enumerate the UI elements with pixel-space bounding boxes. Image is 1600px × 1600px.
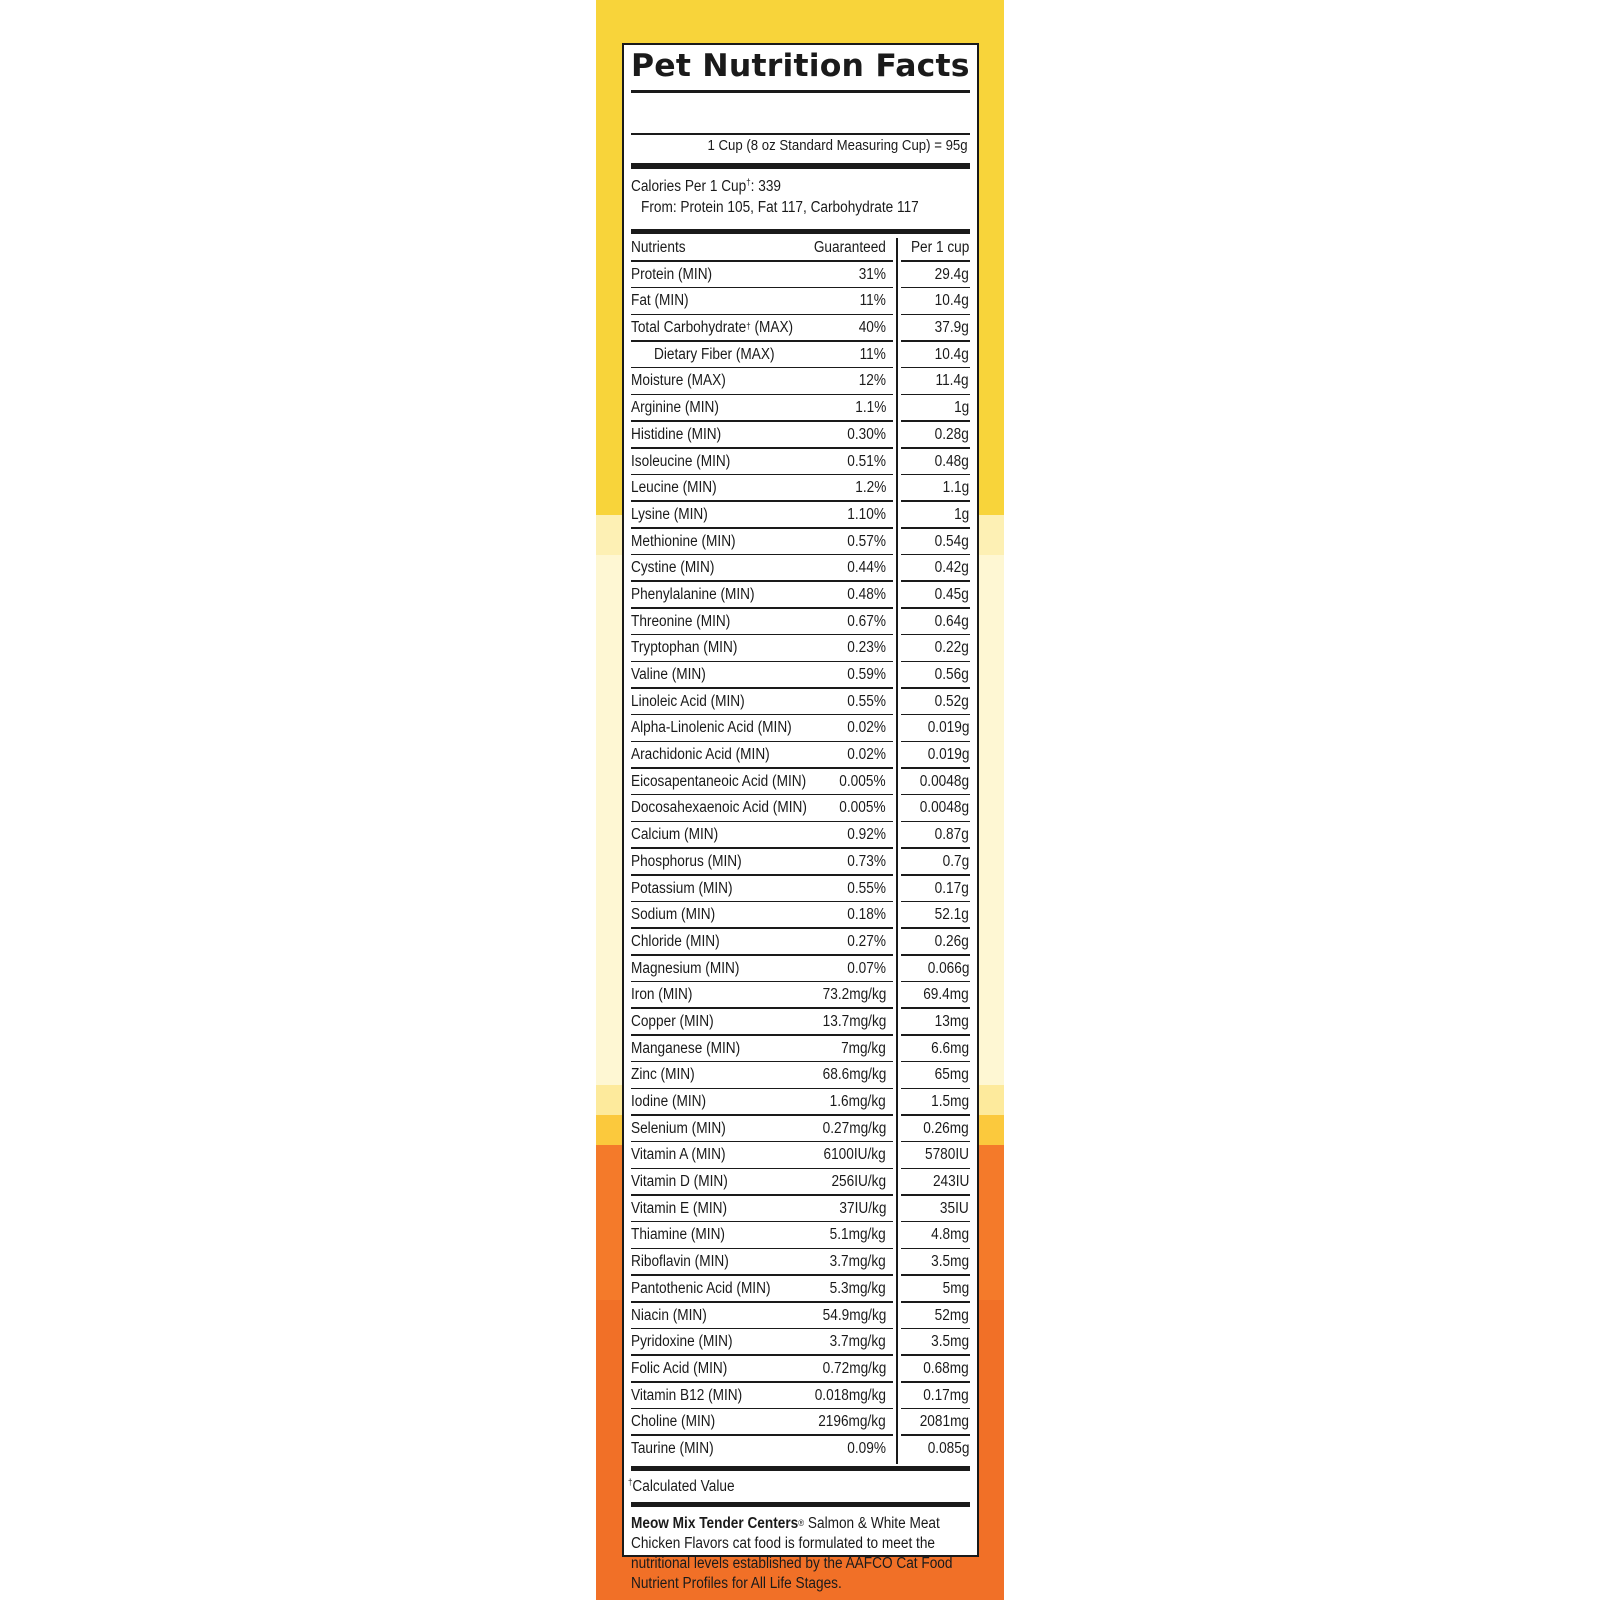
nutrient-per-cup: 0.28g — [934, 425, 969, 443]
table-row — [631, 1036, 970, 1063]
nutrient-name: Phosphorus (MIN) — [631, 852, 742, 870]
nutrient-name: Alpha-Linolenic Acid (MIN) — [631, 719, 792, 737]
nutrient-name: Eicosapentaneoic Acid (MIN) — [631, 772, 807, 790]
nutrient-name: Folic Acid (MIN) — [631, 1359, 728, 1377]
nutrient-per-cup: 243IU — [932, 1173, 969, 1191]
nutrient-guaranteed: 0.59% — [847, 666, 886, 683]
nutrient-per-cup: 0.26mg — [923, 1119, 969, 1137]
nutrient-per-cup: 3.5mg — [931, 1333, 969, 1351]
nutrient-per-cup: 0.7g — [942, 852, 969, 870]
table-row — [631, 395, 970, 422]
nutrient-name: Riboflavin (MIN) — [631, 1253, 729, 1271]
nutrient-guaranteed: 0.92% — [847, 826, 886, 844]
nutrient-name: Choline (MIN) — [631, 1413, 716, 1431]
nutrient-guaranteed: 7mg/kg — [841, 1039, 886, 1057]
nutrient-name: Iron (MIN) — [631, 986, 693, 1004]
nutrient-per-cup: 0.17mg — [923, 1386, 969, 1404]
table-row — [631, 529, 970, 556]
nutrient-guaranteed: 0.55% — [847, 692, 886, 710]
nutrient-guaranteed: 13.7mg/kg — [822, 1012, 886, 1030]
nutrient-guaranteed: 5.3mg/kg — [829, 1279, 886, 1297]
table-row — [631, 1436, 970, 1463]
table-row — [631, 742, 970, 769]
calories-rule — [631, 229, 970, 234]
nutrient-name: Arginine (MIN) — [631, 399, 719, 417]
nutrient-guaranteed: 40% — [858, 319, 886, 337]
nutrient-per-cup: 0.22g — [934, 639, 969, 657]
nutrition-label — [622, 43, 979, 1592]
nutrient-guaranteed: 2196mg/kg — [818, 1413, 886, 1431]
nutrient-guaranteed: 54.9mg/kg — [822, 1306, 886, 1324]
table-row — [631, 1303, 970, 1330]
nutrient-guaranteed: 1.6mg/kg — [829, 1093, 886, 1110]
nutrient-guaranteed: 0.02% — [847, 746, 886, 764]
nutrient-per-cup: 3.5mg — [931, 1253, 969, 1271]
nutrient-name: Isoleucine (MIN) — [631, 452, 731, 470]
nutrient-name: Cystine (MIN) — [631, 559, 715, 577]
table-row — [631, 1169, 970, 1196]
nutrient-name: Niacin (MIN) — [631, 1306, 707, 1324]
nutrient-per-cup: 10.4g — [934, 345, 969, 363]
nutrient-per-cup: 6.6mg — [931, 1039, 969, 1057]
nutrient-guaranteed: 0.27% — [847, 932, 886, 950]
header-guaranteed: Guaranteed — [813, 239, 886, 256]
nutrient-guaranteed: 0.09% — [847, 1439, 886, 1457]
table-row — [631, 689, 970, 716]
calories-dagger: † — [746, 177, 751, 187]
nutrient-guaranteed: 0.018mg/kg — [814, 1386, 886, 1404]
nutrient-guaranteed: 0.02% — [847, 719, 886, 737]
table-row — [631, 662, 970, 689]
table-row — [631, 1249, 970, 1276]
table-row — [631, 1329, 970, 1356]
table-row — [631, 1383, 970, 1410]
nutrient-per-cup: 0.68mg — [923, 1359, 969, 1377]
statement-registered: ® — [798, 1518, 805, 1528]
nutrient-name: Vitamin E (MIN) — [631, 1199, 728, 1217]
nutrient-dagger: † — [746, 321, 751, 332]
nutrient-per-cup: 37.9g — [934, 319, 969, 337]
nutrient-per-cup: 0.17g — [934, 879, 969, 897]
table-row — [631, 1276, 970, 1303]
nutrient-per-cup: 1g — [953, 399, 969, 417]
table-row — [631, 262, 970, 289]
nutrient-name: Phenylalanine (MIN) — [631, 585, 755, 603]
header-nutrients: Nutrients — [631, 239, 686, 256]
nutrient-name: Methionine (MIN) — [631, 532, 736, 550]
nutrient-name: Dietary Fiber (MAX) — [654, 345, 775, 363]
table-row — [631, 1356, 970, 1383]
table-row — [631, 635, 970, 662]
nutrient-per-cup: 1.1g — [942, 479, 969, 497]
statement-brand: Meow Mix Tender Centers — [631, 1515, 799, 1532]
nutrient-name: Magnesium (MIN) — [631, 959, 740, 977]
nutrient-per-cup: 0.085g — [927, 1439, 969, 1457]
nutrient-per-cup: 4.8mg — [931, 1226, 969, 1244]
table-row — [631, 929, 970, 956]
table-row — [631, 795, 970, 822]
nutrient-per-cup: 0.42g — [934, 559, 969, 577]
calories-from: From: Protein 105, Fat 117, Carbohydrate 117 — [641, 199, 919, 216]
nutrient-guaranteed: 0.72mg/kg — [822, 1359, 886, 1377]
nutrient-guaranteed: 0.18% — [847, 906, 886, 924]
nutrient-name: Fat (MIN) — [631, 292, 689, 310]
nutrient-guaranteed: 3.7mg/kg — [829, 1333, 886, 1351]
nutrient-per-cup: 52mg — [934, 1306, 969, 1324]
nutrient-name: Pyridoxine (MIN) — [631, 1333, 733, 1351]
table-row — [631, 1062, 970, 1089]
nutrient-name: Threonine (MIN) — [631, 612, 731, 630]
calories-value: : 339 — [750, 178, 781, 195]
table-row — [631, 342, 970, 369]
table-row — [631, 876, 970, 903]
nutrient-guaranteed: 0.44% — [847, 559, 886, 577]
nutrition-label-inner — [628, 45, 970, 1592]
nutrient-per-cup: 11.4g — [935, 372, 969, 390]
nutrient-name: Thiamine (MIN) — [631, 1226, 725, 1244]
footnote-rule — [631, 1502, 970, 1507]
nutrient-guaranteed: 0.07% — [847, 959, 886, 977]
nutrient-guaranteed: 0.51% — [847, 452, 886, 470]
nutrient-name: Taurine (MIN) — [631, 1439, 714, 1457]
nutrient-name: Linoleic Acid (MIN) — [631, 692, 745, 710]
nutrient-guaranteed: 12% — [858, 372, 886, 390]
nutrient-name: Protein (MIN) — [631, 265, 713, 283]
nutrient-guaranteed: 0.57% — [847, 532, 886, 550]
nutrient-name: Chloride (MIN) — [631, 932, 720, 950]
nutrient-guaranteed: 5.1mg/kg — [829, 1226, 886, 1244]
nutrient-name: Leucine (MIN) — [631, 479, 717, 497]
nutrient-per-cup: 1g — [953, 505, 969, 523]
nutrient-name: Total Carbohydrate† (MAX) — [631, 319, 794, 337]
nutrient-per-cup: 0.019g — [927, 746, 969, 764]
aafco-statement — [631, 1514, 965, 1594]
header-per-cup: Per 1 cup — [910, 239, 969, 256]
nutrient-name: Valine (MIN) — [631, 666, 706, 683]
nutrient-per-cup: 0.066g — [927, 959, 969, 977]
table-row — [631, 1009, 970, 1036]
nutrient-name: Zinc (MIN) — [631, 1066, 695, 1084]
nutrient-name: Vitamin B12 (MIN) — [631, 1386, 743, 1404]
nutrient-name: Calcium (MIN) — [631, 826, 719, 844]
table-row — [631, 902, 970, 929]
table-row — [631, 1142, 970, 1169]
nutrient-guaranteed: 0.67% — [847, 612, 886, 630]
calories-line — [631, 178, 781, 196]
nutrient-guaranteed: 73.2mg/kg — [822, 986, 886, 1004]
table-row — [631, 315, 970, 342]
nutrient-per-cup: 10.4g — [934, 292, 969, 310]
nutrient-per-cup: 29.4g — [934, 265, 969, 283]
nutrient-guaranteed: 3.7mg/kg — [829, 1253, 886, 1271]
footnote-text: Calculated Value — [632, 1478, 735, 1495]
table-header-row — [631, 235, 970, 262]
nutrient-per-cup: 0.54g — [934, 532, 969, 550]
label-title: Pet Nutrition Facts — [631, 48, 970, 84]
calories-label: Calories Per 1 Cup — [631, 178, 747, 195]
table-row — [631, 849, 970, 876]
table-row — [631, 715, 970, 742]
nutrient-per-cup: 52.1g — [934, 906, 969, 924]
nutrient-name: Manganese (MIN) — [631, 1039, 741, 1057]
nutrient-guaranteed: 1.2% — [854, 479, 886, 497]
nutrient-name: Sodium (MIN) — [631, 906, 716, 924]
nutrient-per-cup: 69.4mg — [923, 986, 969, 1004]
nutrient-name: Vitamin A (MIN) — [631, 1146, 726, 1164]
table-row — [631, 422, 970, 449]
table-row — [631, 609, 970, 636]
footnote — [628, 1478, 735, 1496]
nutrient-name: Histidine (MIN) — [631, 425, 722, 443]
nutrient-guaranteed: 0.005% — [839, 772, 886, 790]
table-row — [631, 582, 970, 609]
nutrient-guaranteed: 37IU/kg — [838, 1199, 886, 1217]
nutrient-guaranteed: 0.27mg/kg — [822, 1119, 886, 1137]
nutrient-name: Pantothenic Acid (MIN) — [631, 1279, 771, 1297]
table-row — [631, 555, 970, 582]
nutrient-name: Potassium (MIN) — [631, 879, 733, 897]
nutrient-guaranteed: 1.10% — [847, 505, 886, 523]
statement-text: Salmon & White Meat Chicken Flavors cat food is formulated to meet the nutritional levels established by the AAFCO Cat Food Nutrient Profiles for All Life Stages. — [631, 1515, 953, 1592]
table-row — [631, 368, 970, 395]
nutrient-per-cup: 5780IU — [925, 1146, 969, 1164]
nutrient-per-cup: 0.45g — [934, 585, 969, 603]
nutrient-guaranteed: 6100IU/kg — [823, 1146, 886, 1164]
nutrient-per-cup: 0.87g — [934, 826, 969, 844]
nutrient-per-cup: 0.019g — [927, 719, 969, 737]
nutrient-guaranteed: 0.55% — [847, 879, 886, 897]
nutrient-per-cup: 5mg — [942, 1279, 969, 1297]
nutrient-guaranteed: 1.1% — [854, 399, 886, 417]
table-row — [631, 982, 970, 1009]
nutrient-per-cup: 0.26g — [934, 932, 969, 950]
nutrient-guaranteed: 11% — [859, 292, 886, 310]
table-bottom-rule — [631, 1466, 970, 1471]
nutrient-guaranteed: 256IU/kg — [831, 1173, 886, 1191]
serving-rule — [631, 163, 970, 169]
nutrient-guaranteed: 0.73% — [847, 852, 886, 870]
nutrient-guaranteed: 68.6mg/kg — [822, 1066, 886, 1084]
nutrient-per-cup: 0.52g — [934, 692, 969, 710]
serving-size: 1 Cup (8 oz Standard Measuring Cup) = 95g — [707, 137, 968, 154]
table-row — [631, 1222, 970, 1249]
nutrient-name: Copper (MIN) — [631, 1012, 714, 1030]
nutrient-guaranteed: 31% — [858, 265, 886, 283]
nutrient-name: Iodine (MIN) — [631, 1093, 707, 1110]
nutrient-per-cup: 35IU — [940, 1199, 969, 1217]
table-row — [631, 769, 970, 796]
table-row — [631, 475, 970, 502]
nutrient-per-cup: 1.5mg — [931, 1093, 969, 1110]
title-rule — [631, 90, 970, 93]
nutrient-guaranteed: 11% — [859, 345, 886, 363]
nutrient-guaranteed: 0.005% — [839, 799, 886, 817]
nutrient-per-cup: 0.64g — [934, 612, 969, 630]
nutrient-name: Vitamin D (MIN) — [631, 1173, 728, 1191]
nutrient-per-cup: 65mg — [934, 1066, 969, 1084]
footnote-dagger: † — [628, 1477, 633, 1487]
nutrient-guaranteed: 0.23% — [847, 639, 886, 657]
nutrient-guaranteed: 0.48% — [847, 585, 886, 603]
nutrient-name: Tryptophan (MIN) — [631, 639, 738, 657]
nutrient-name: Moisture (MAX) — [631, 372, 726, 390]
nutrient-name: Lysine (MIN) — [631, 505, 708, 523]
nutrient-per-cup: 0.56g — [934, 666, 969, 683]
table-row — [631, 1196, 970, 1223]
table-row — [631, 502, 970, 529]
nutrient-per-cup: 2081mg — [919, 1413, 969, 1431]
nutrient-per-cup: 0.0048g — [919, 772, 969, 790]
nutrient-name: Arachidonic Acid (MIN) — [631, 746, 770, 764]
nutrient-name: Selenium (MIN) — [631, 1119, 726, 1137]
nutrient-per-cup: 13mg — [934, 1012, 969, 1030]
title-rule-lower — [631, 133, 970, 135]
nutrient-guaranteed: 0.30% — [847, 425, 886, 443]
nutrient-name: Docosahexaenoic Acid (MIN) — [631, 799, 807, 817]
table-row — [631, 822, 970, 849]
nutrient-table — [631, 235, 970, 1463]
table-row — [631, 1409, 970, 1436]
table-row — [631, 1089, 970, 1116]
table-row — [631, 288, 970, 315]
table-row — [631, 1116, 970, 1143]
nutrient-per-cup: 0.48g — [934, 452, 969, 470]
nutrient-per-cup: 0.0048g — [919, 799, 969, 817]
table-row — [631, 956, 970, 983]
table-row — [631, 449, 970, 476]
